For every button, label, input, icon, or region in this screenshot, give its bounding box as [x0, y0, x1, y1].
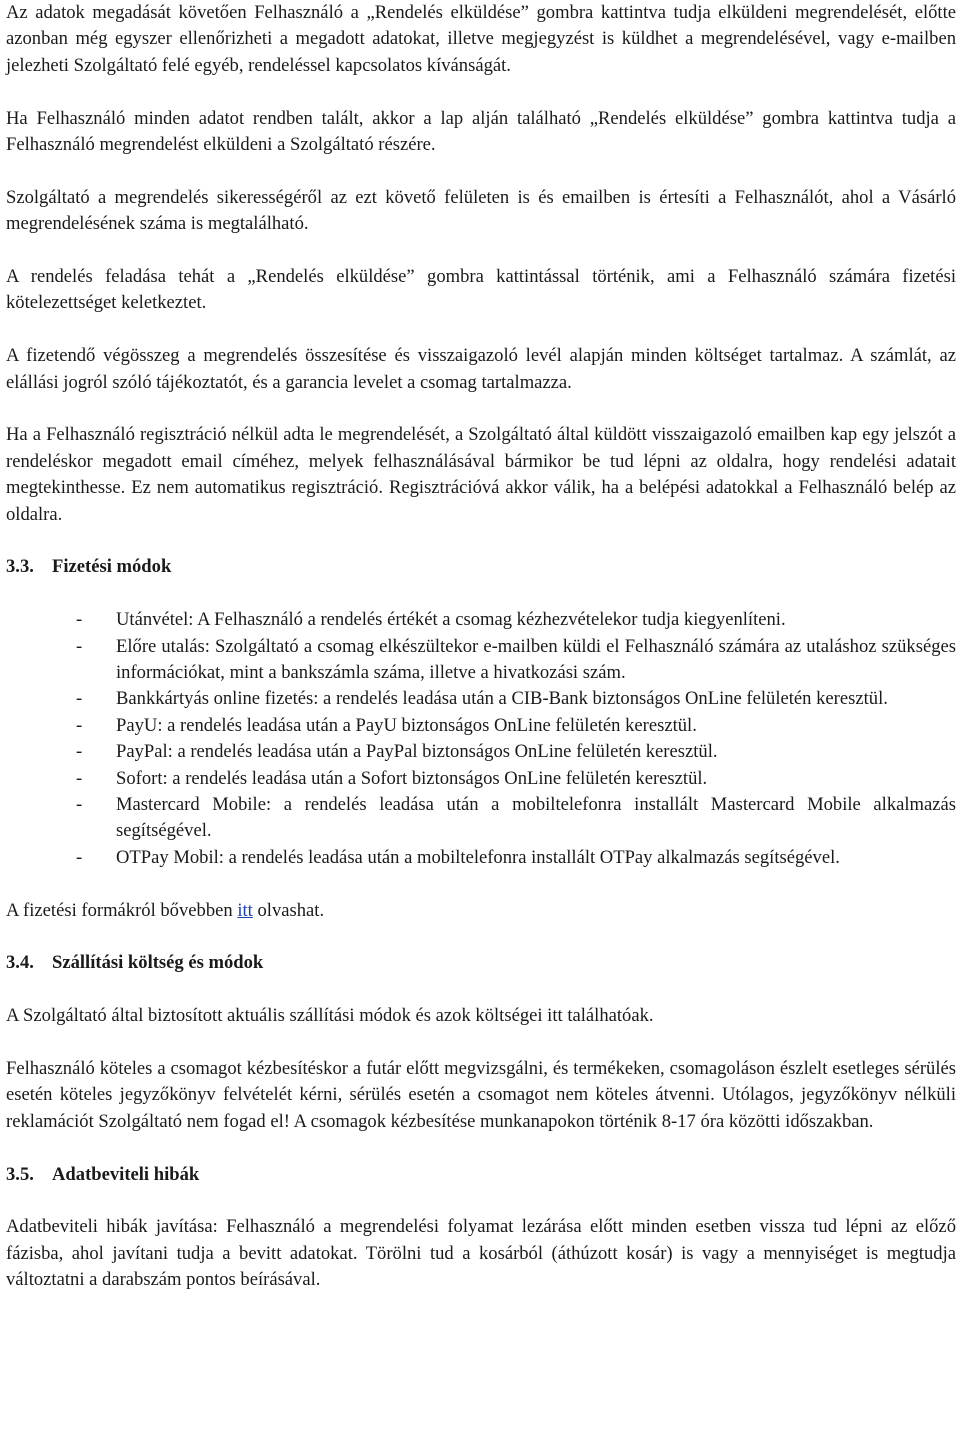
list-item [6, 739, 956, 765]
list-item-text: OTPay Mobil: a rendelés leadása után a mobiltelefonra installált OTPay alkalmazás segítségével. [116, 846, 840, 868]
paragraph-payment-obligation: A rendelés feladása tehát a „Rendelés elküldése” gombra kattintással történik, ami a Felhasználó számára fizetési kötelezettséget keletkeztet. [6, 266, 956, 314]
payment-methods-list [6, 607, 956, 871]
list-item-text: Bankkártyás online fizetés: a rendelés leadása után a CIB-Bank biztonságos OnLine felületén keresztül. [116, 688, 888, 710]
section-title: Szállítási költség és módok [52, 952, 264, 974]
list-dash: - [76, 714, 83, 736]
list-item [6, 713, 956, 739]
section-heading-payment [6, 554, 956, 580]
section-number: 3.3. [6, 556, 34, 578]
paragraph-input-errors: Adatbeviteli hibák javítása: Felhasználó a megrendelési folyamat lezárása előtt minden esetben vissza tud lépni az előző fázisba, ahol javítani tudja a bevitt adatokat. Törölni tud a kosárból (áthúzott kosár) is vagy a mennyiséget is megtudja változtatni a darabszám pontos beírásával. [6, 1216, 956, 1291]
list-item-text: Előre utalás: Szolgáltató a csomag elkészültekor e-mailben küldi el Felhasználó számára az utaláshoz szükséges információkat, mint a bankszámla száma, illetve a hivatkozási szám. [116, 635, 956, 684]
list-item-text: Mastercard Mobile: a rendelés leadása után a mobiltelefonra installált Mastercard Mobile alkalmazás segítségével. [116, 794, 956, 842]
paragraph-submit-order: Az adatok megadását követően Felhasználó a „Rendelés elküldése” gombra kattintva tudja elküldeni megrendelését, előtte azonban még egyszer ellenőrizheti a megadott adatokat, illetve megjegyzést is küldhet a megrendelésével, vagy e-mailben jelezheti Szolgáltató felé egyéb, rendeléssel kapcsolatos kívánságát. [6, 2, 956, 76]
list-item-text: PayU: a rendelés leadása után a PayU biztonságos OnLine felületén keresztül. [116, 714, 697, 736]
payment-more-link[interactable]: itt [237, 899, 253, 921]
list-item-text: PayPal: a rendelés leadása után a PayPal biztonságos OnLine felületén keresztül. [116, 741, 718, 763]
payment-more-text: A fizetési formákról bővebben [6, 899, 238, 921]
list-item [6, 766, 956, 792]
list-dash: - [76, 635, 83, 657]
paragraph-confirmation: Szolgáltató a megrendelés sikerességéről az ezt követő felületen is és emailben is értesíti a Felhasználót, ahol a Vásárló megrendelésének száma is megtalálható. [6, 186, 956, 235]
paragraph-all-data-ok: Ha Felhasználó minden adatot rendben talált, akkor a lap alján található „Rendelés elküldése” gombra kattintva tudja a Felhasználó megrendelést elküldeni a Szolgáltató részére. [6, 107, 956, 156]
list-item [6, 607, 956, 633]
list-item [6, 845, 956, 871]
section-number: 3.4. [6, 952, 34, 974]
list-item [6, 686, 956, 712]
list-dash: - [76, 609, 83, 631]
list-dash: - [76, 846, 83, 868]
paragraph-payment-more [6, 898, 956, 924]
list-item [6, 792, 956, 845]
payment-more-text-end: olvashat. [252, 899, 325, 921]
section-title: Adatbeviteli hibák [52, 1163, 200, 1185]
list-item-text: Utánvétel: A Felhasználó a rendelés értékét a csomag kézhezvételekor tudja kiegyenlíteni. [116, 609, 786, 631]
list-dash: - [76, 741, 83, 763]
list-item-text: Sofort: a rendelés leadása után a Sofort biztonságos OnLine felületén keresztül. [116, 767, 708, 789]
section-heading-shipping [6, 950, 956, 976]
paragraph-package-inspection: Felhasználó köteles a csomagot kézbesítéskor a futár előtt megvizsgálni, és termékeken, csomagoláson észlelt esetleges sérülés esetén köteles jegyzőkönyv felvételét kérni, sérülés esetén a csomagot nem köteles átvenni. Utólagos, jegyzőkönyv nélküli reklamációt Szolgáltató nem fogad el! A csomagok kézbesítése munkanapokon történik 8-17 óra közötti időszakban. [6, 1058, 956, 1132]
section-title: Fizetési módok [52, 556, 172, 578]
paragraph-no-registration: Ha a Felhasználó regisztráció nélkül adta le megrendelését, a Szolgáltató által küldött visszaigazoló emailben kap egy jelszót a rendeléskor megadott email címéhez, melyek felhasználásával bármikor be tud lépni az oldalra, hogy rendelési adatait megtekinthesse. Ez nem automatikus regisztráció. Regisztrációvá akkor válik, ha a belépési adatokkal a Felhasználó belép az oldalra. [6, 424, 956, 525]
section-number: 3.5. [6, 1163, 34, 1185]
section-heading-errors [6, 1162, 956, 1188]
paragraph-shipping-methods: A Szolgáltató által biztosított aktuális szállítási módok és azok költségei itt találhatóak. [6, 1005, 654, 1027]
list-dash: - [76, 767, 83, 789]
paragraph-total-amount: A fizetendő végösszeg a megrendelés összesítése és visszaigazoló levél alapján minden költséget tartalmaz. A számlát, az elállási jogról szóló tájékoztatót, és a garancia levelet a csomag tartalmazza. [6, 345, 956, 393]
list-dash: - [76, 794, 83, 816]
document-page [6, 0, 956, 1320]
list-dash: - [76, 688, 83, 710]
list-item [6, 634, 956, 687]
